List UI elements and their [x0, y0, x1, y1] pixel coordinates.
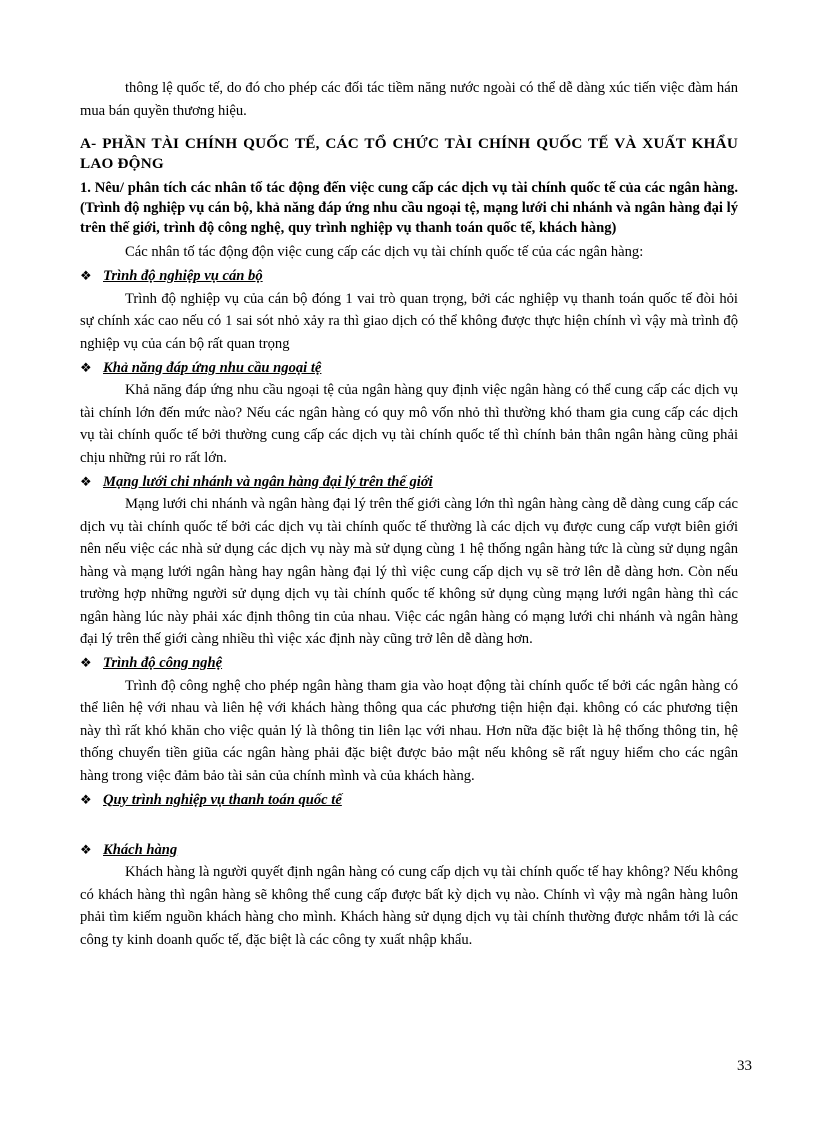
diamond-bullet-icon: ❖: [80, 792, 92, 808]
question-heading: 1. Nêu/ phân tích các nhân tố tác động đến việc cung cấp các dịch vụ tài chính quốc tế của các ngân hàng. (Trình độ nghiệp vụ cán bộ, khả năng đáp ứng nhu cầu ngoại tệ, mạng lưới chi nhánh và ngân hàng đại lý trên thế giới, trình độ công nghệ, quy trình nghiệp vụ thanh toán quốc tế, khách hàng): [80, 180, 738, 236]
diamond-bullet-icon: ❖: [80, 269, 92, 284]
heading-text: Trình độ nghiệp vụ cán bộ: [103, 268, 263, 284]
page-content: [80, 77, 738, 951]
body-paragraph-currency: Khả năng đáp ứng nhu cầu ngoại tệ của ngân hàng quy định việc ngân hàng có thể cung cấp các dịch vụ tài chính lớn đến mức nào? Nếu các ngân hàng có quy mô vốn nhỏ thì thường khó tham gia cung cấp các dịch vụ tài chính quốc tế bởi thường cung cấp các dịch vụ tài chính quốc tế thì chính bản thân ngân hàng cũng phải chịu những rủi ro rất lớn.: [80, 382, 738, 466]
diamond-bullet-icon: ❖: [80, 474, 92, 490]
body-paragraph-customers: Khách hàng là người quyết định ngân hàng có cung cấp dịch vụ tài chính quốc tế hay không? Nếu không có khách hàng thì ngân hàng sẽ không thể cung cấp được bất kỳ dịch vụ nào. Chính vì vậy mà ngân hàng luôn phải tìm kiếm nguồn khách hàng cho mình. Khách hàng sử dụng dịch vụ tài chính thường được nhắm tới là các công ty kinh doanh quốc tế, đặc biệt là các công ty xuất nhập khẩu.: [80, 864, 738, 948]
intro-paragraph: thông lệ quốc tế, do đó cho phép các đối tác tiềm năng nước ngoài có thể dễ dàng xúc tiến việc đàm hán mua bán quyền thương hiệu.: [80, 80, 738, 119]
body-paragraph-staff: Trình độ nghiệp vụ của cán bộ đóng 1 vai trò quan trọng, bởi các nghiệp vụ thanh toán quốc tế đòi hỏi sự chính xác cao nếu có 1 sai sót nhỏ xảy ra thì giao dịch có thể không được thực hiện chính vì vậy mà trình độ nghiệp vụ của cán bộ rất quan trọng: [80, 290, 738, 352]
diamond-bullet-icon: ❖: [80, 656, 92, 671]
body-paragraph-technology: Trình độ công nghệ cho phép ngân hàng tham gia vào hoạt động tài chính quốc tế bởi các ngân hàng có thể liên hệ với nhau và liên hệ với khách hàng thông qua các phương tiện hiện đại. không có các phương tiện này thì rất khó khăn cho việc quản lý là thông tin liên lạc với nhau. Hơn nữa đặc biệt là hệ thống thông tin, hệ thống chuyển tiền giũa các ngân hàng phải đặc biệt được bảo mật nếu không sẽ rất nguy hiểm cho các ngân hàng trong việc đảm bảo tài sản của chính mình và của khách hàng.: [80, 677, 738, 784]
section-heading-network: [80, 471, 738, 493]
heading-text: Khách hàng: [103, 841, 178, 858]
blank-line: [80, 811, 738, 837]
page-number: 33: [737, 1058, 752, 1074]
section-heading-technology: [80, 653, 738, 675]
section-title: A- PHẦN TÀI CHÍNH QUỐC TẾ, CÁC TỔ CHỨC TÀI CHÍNH QUỐC TẾ VÀ XUẤT KHẨU LAO ĐỘNG: [80, 135, 738, 172]
section-heading-customers: [80, 839, 738, 861]
heading-text: Trình độ công nghệ: [103, 655, 223, 671]
lead-paragraph: Các nhân tố tác động độn việc cung cấp các dịch vụ tài chính quốc tế của các ngân hàng:: [125, 244, 644, 260]
diamond-bullet-icon: ❖: [80, 842, 92, 858]
heading-text: Quy trình nghiệp vụ thanh toán quốc tế: [103, 791, 342, 808]
section-heading-payment-process: [80, 789, 738, 811]
section-heading-staff: [80, 266, 738, 288]
heading-text: Khả năng đáp ứng nhu cầu ngoại tệ: [103, 359, 322, 376]
heading-text: Mạng lưới chi nhánh và ngân hàng đại lý trên thế giới: [103, 473, 433, 490]
diamond-bullet-icon: ❖: [80, 360, 92, 376]
section-heading-currency: [80, 357, 738, 379]
body-paragraph-network: Mạng lưới chi nhánh và ngân hàng đại lý trên thế giới càng lớn thì ngân hàng càng dễ dàng cung cấp các dịch vụ tài chính quốc tế bởi các dịch vụ tài chính quốc tế thường là các dịch vụ được cung cấp vượt biên giới nên nếu việc các nhà sử dụng các dịch vụ này mà sử dụng cùng 1 hệ thống ngân hàng tức là cùng sử dụng ngân hàng và mạng lưới ngân hàng hay ngân hàng đại lý thì việc cung cấp dịch vụ sẽ trở lên dễ dàng hơn. Còn nếu trường hợp những người sử dụng dịch vụ tài chính quốc tế không sử dụng cùng mạng lưới ngân hàng thì các ngân hàng lúc này phải xác định thông tin của nhau. Việc các ngân hàng có mạng lưới chi nhánh và ngân hàng đại lý trên thế giới càng nhiều thì việc xác định này cũng trở lên dễ dàng hơn.: [80, 496, 738, 647]
